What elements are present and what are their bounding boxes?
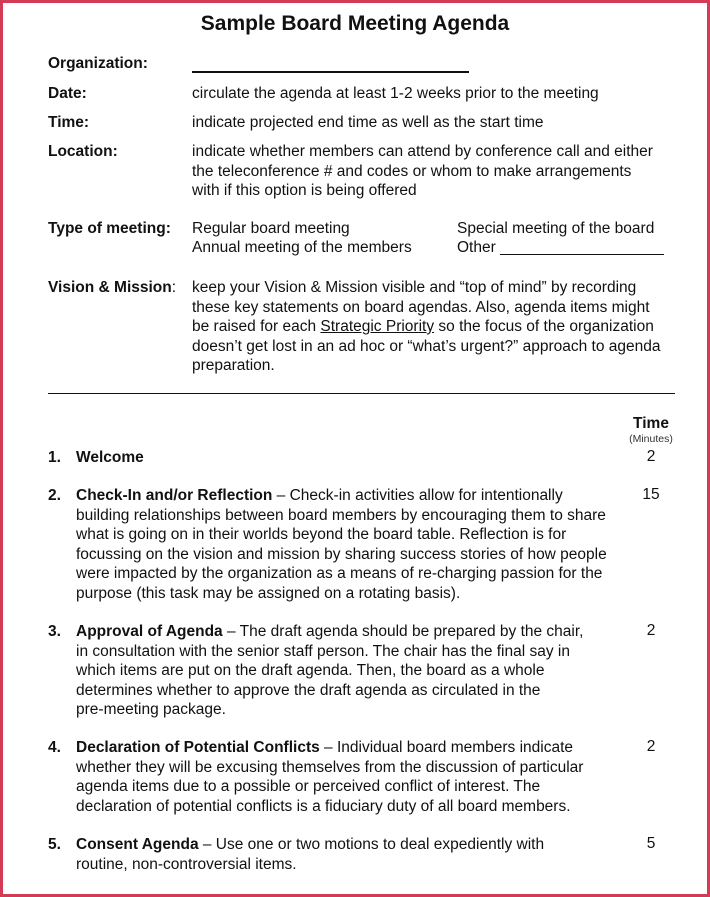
agenda-item-number: 2. [48,487,61,504]
agenda-item-line: were impacted by the organization as a means of re-charging passion for the [76,565,603,582]
vision-line: doesn’t get lost in an ad hoc or “what’s urgent?” approach to agenda [192,337,661,355]
vision-mission-label-text: Vision & Mission [48,279,172,296]
agenda-item [48,448,628,468]
vision-line-text: so the focus of the organization [434,318,654,335]
agenda-item-line: determines whether to approve the draft agenda as circulated in the [76,681,541,699]
section-divider [48,393,675,394]
agenda-item-line: purpose (this task may be assigned on a rotating basis). [76,584,461,602]
location-line: the teleconference # and codes or whom to make arrangements [192,162,632,180]
agenda-item-minutes: 2 [646,738,656,755]
vision-line: these key statements on board agendas. Also, agenda items might [192,298,650,316]
date-value: circulate the agenda at least 1-2 weeks prior to the meeting [192,85,599,102]
meeting-option-special: Special meeting of the board [457,220,655,237]
agenda-item-line: focussing on the vision and mission by sharing success stories of how people [76,545,607,563]
agenda-item-text: – Check-in activities allow for intentionally [272,487,563,504]
strategic-priority-link[interactable]: Strategic Priority [320,318,435,335]
agenda-item-minutes: 2 [646,448,656,465]
meeting-option-regular: Regular board meeting [192,220,350,237]
agenda-item-text: – Individual board members indicate [319,739,574,756]
agenda-item-title: Welcome [76,449,144,466]
agenda-item-text: – Use one or two motions to deal expediently with [198,836,545,853]
organization-blank-line [192,71,469,73]
vision-mission-text [192,278,660,376]
location-line: with if this option is being offered [192,182,417,199]
meeting-option-annual: Annual meeting of the members [192,239,412,256]
agenda-item-minutes: 5 [646,835,656,852]
vision-line: preparation. [192,357,275,374]
vision-mission-label [48,278,176,298]
agenda-item-number: 4. [48,739,61,756]
agenda-item-number: 1. [48,449,61,466]
agenda-item [48,738,628,816]
agenda-item [48,486,628,603]
agenda-item-line: whether they will be excusing themselves from the discussion of particular [76,758,584,776]
agenda-item-line: building relationships between board members by encouraging them to share [76,506,606,524]
location-value [192,142,653,201]
agenda-item [48,835,628,874]
agenda-item-minutes: 15 [642,486,660,503]
date-label: Date: [48,85,87,102]
agenda-item-line: routine, non-controversial items. [76,855,297,873]
location-line: indicate whether members can attend by conference call and either [192,143,653,160]
agenda-item-line: which items are put on the draft agenda. Then, the board as a whole [76,662,545,679]
agenda-item-title: Declaration of Potential Conflicts [76,739,320,756]
time-value: indicate projected end time as well as the start time [192,114,544,131]
agenda-item-text: – The draft agenda should be prepared by the chair, [222,623,584,640]
agenda-item-number: 3. [48,623,61,640]
agenda-item-line: in consultation with the senior staff person. The chair has the final say in [76,642,570,660]
agenda-item-number: 5. [48,836,61,853]
time-column-subheader: (Minutes) [629,433,673,445]
vision-line [192,317,660,337]
agenda-item-line: what is going on in their worlds beyond the board table. Reflection is for [76,526,567,543]
agenda-item-minutes: 2 [646,622,656,639]
agenda-item-title: Approval of Agenda [76,623,223,640]
page-title: Sample Board Meeting Agenda [200,12,510,35]
organization-label: Organization: [48,55,148,72]
vision-mission-colon: : [171,279,177,296]
location-label: Location: [48,143,118,160]
agenda-item-line: agenda items due to a possible or perceived conflict of interest. The [76,778,541,795]
agenda-item-line: pre-meeting package. [76,701,226,718]
vision-line-text: be raised for each [192,318,321,335]
agenda-item-line: declaration of potential conflicts is a fiduciary duty of all board members. [76,797,571,815]
agenda-item-title: Consent Agenda [76,836,199,853]
time-column-header: Time [633,415,669,432]
meeting-option-other: Other ___________________ [457,239,664,256]
time-label: Time: [48,114,90,131]
type-of-meeting-label: Type of meeting: [48,220,171,237]
vision-line: keep your Vision & Mission visible and “top of mind” by recording [192,279,637,296]
agenda-item [48,622,628,720]
agenda-item-title: Check-In and/or Reflection [76,487,273,504]
